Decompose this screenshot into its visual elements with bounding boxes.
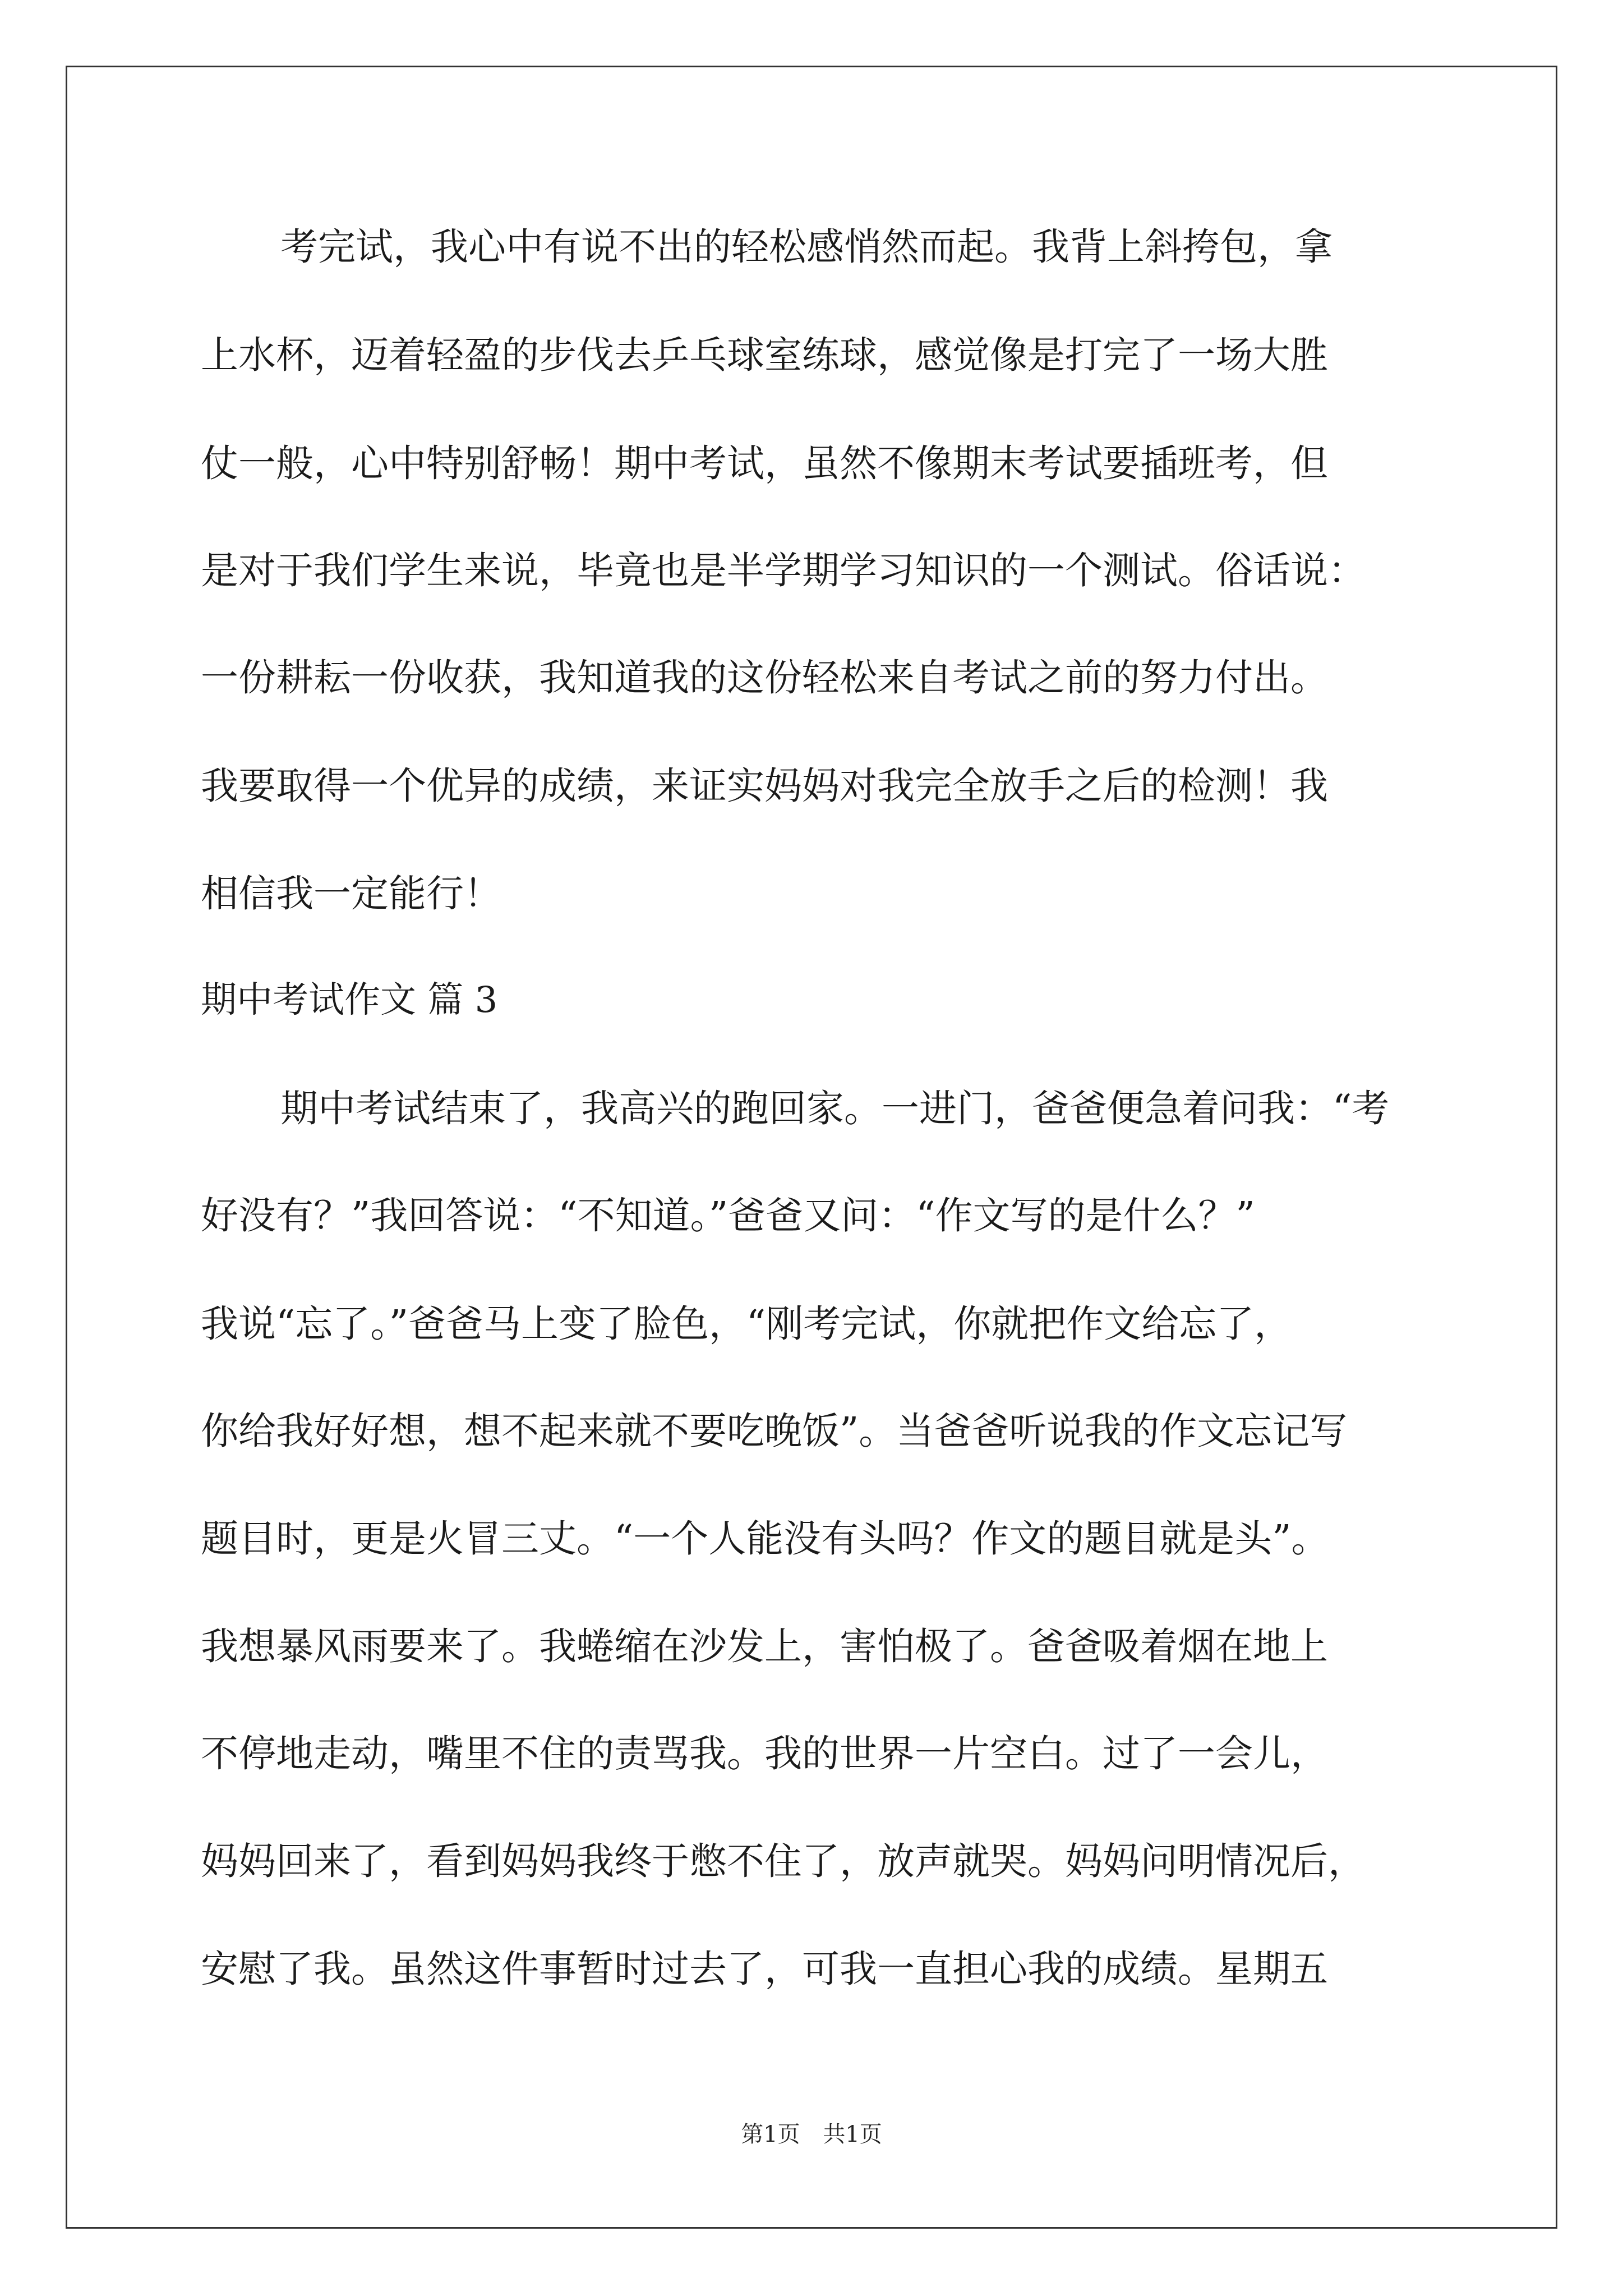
paragraph-1-line-6: 我要取得一个优异的成绩，来证实妈妈对我完全放手之后的检测！我	[201, 764, 1328, 808]
page-total: 共1页	[823, 2122, 882, 2147]
paragraph-2-line-8: 妈妈回来了，看到妈妈我终于憋不住了，放声就哭。妈妈问明情况后，	[201, 1839, 1366, 1883]
section-heading: 期中考试作文 篇 3	[201, 979, 498, 1021]
paragraph-1-line-5: 一份耕耘一份收获，我知道我的这份轻松来自考试之前的努力付出。	[201, 656, 1328, 700]
paragraph-2-line-3: 我说“忘了。”爸爸马上变了脸色，“刚考完试，你就把作文给忘了，	[201, 1302, 1292, 1346]
paragraph-1-line-1: 考完试，我心中有说不出的轻松感悄然而起。我背上斜挎包，拿	[280, 225, 1332, 269]
paragraph-1-line-4: 是对于我们学生来说，毕竟也是半学期学习知识的一个测试。俗话说：	[201, 549, 1366, 592]
paragraph-1-line-7: 相信我一定能行！	[201, 872, 501, 915]
paragraph-2-line-7: 不停地走动，嘴里不住的责骂我。我的世界一片空白。过了一会儿，	[201, 1732, 1328, 1775]
paragraph-2-line-6: 我想暴风雨要来了。我蜷缩在沙发上，害怕极了。爸爸吸着烟在地上	[201, 1625, 1328, 1668]
paragraph-2-line-4: 你给我好好想，想不起来就不要吃晚饭”。当爸爸听说我的作文忘记写	[201, 1409, 1348, 1453]
page-footer	[0, 2115, 1623, 2154]
paragraph-2-line-2: 好没有？”我回答说：“不知道。”爸爸又问：“作文写的是什么？”	[201, 1194, 1255, 1237]
page-border	[66, 66, 1557, 2229]
page-number: 第1页	[741, 2122, 800, 2147]
paragraph-2-line-9: 安慰了我。虽然这件事暂时过去了，可我一直担心我的成绩。星期五	[201, 1947, 1328, 1991]
paragraph-2-line-1: 期中考试结束了，我高兴的跑回家。一进门，爸爸便急着问我：“考	[280, 1087, 1390, 1130]
paragraph-1-line-3: 仗一般，心中特别舒畅！期中考试，虽然不像期末考试要插班考，但	[201, 441, 1328, 485]
paragraph-1-line-2: 上水杯，迈着轻盈的步伐去乒乓球室练球，感觉像是打完了一场大胜	[201, 333, 1328, 377]
paragraph-2-line-5: 题目时，更是火冒三丈。“一个人能没有头吗？作文的题目就是头”。	[201, 1517, 1329, 1561]
